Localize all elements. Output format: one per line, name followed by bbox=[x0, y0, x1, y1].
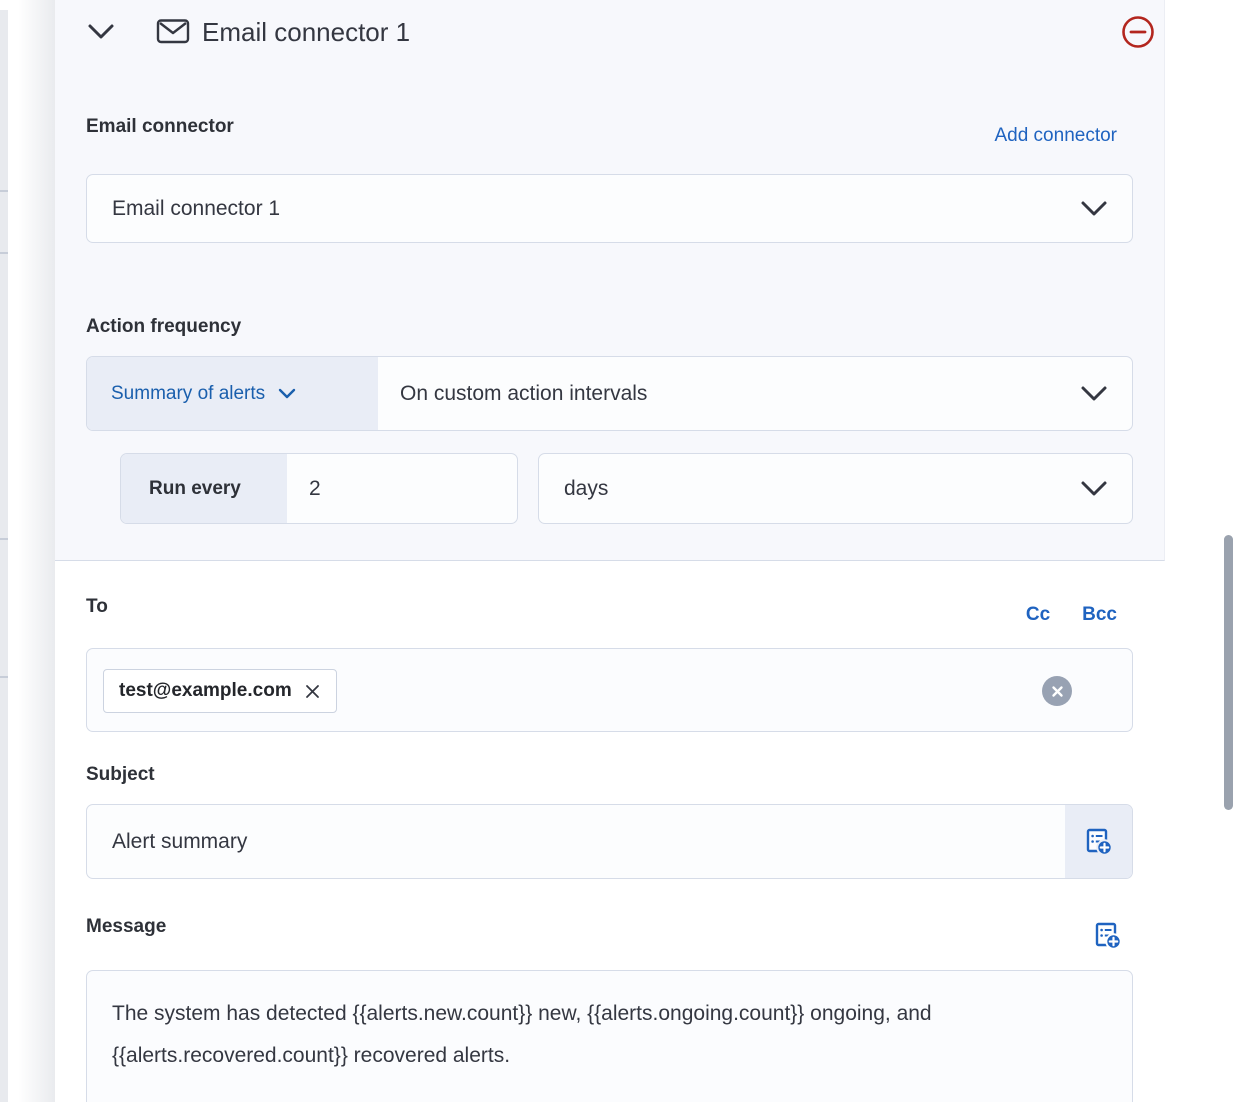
envelope-icon bbox=[156, 16, 190, 46]
connector-select-value: Email connector 1 bbox=[112, 196, 281, 220]
interval-unit-value: days bbox=[564, 476, 609, 500]
notify-when-value: Summary of alerts bbox=[111, 382, 266, 404]
email-connector-label: Email connector bbox=[86, 116, 234, 137]
collapse-action-button[interactable] bbox=[86, 16, 116, 46]
to-label: To bbox=[86, 596, 108, 617]
interval-unit-select[interactable] bbox=[538, 453, 1133, 524]
notify-when-select[interactable] bbox=[87, 357, 378, 430]
background-divider bbox=[0, 538, 8, 540]
clear-recipients-button[interactable] bbox=[1042, 676, 1072, 706]
add-variable-icon bbox=[1084, 827, 1114, 857]
add-variable-button[interactable] bbox=[1065, 805, 1132, 878]
run-every-label: Run every bbox=[121, 454, 287, 523]
background-divider bbox=[0, 252, 8, 254]
add-variable-icon bbox=[1093, 921, 1123, 951]
remove-action-button[interactable] bbox=[1121, 15, 1155, 49]
recipient-pill bbox=[103, 669, 337, 713]
action-frequency-label: Action frequency bbox=[86, 316, 242, 337]
connector-select[interactable] bbox=[86, 174, 1133, 243]
add-variable-button[interactable] bbox=[1093, 921, 1123, 951]
background-divider bbox=[0, 190, 8, 192]
chevron-down-icon bbox=[87, 23, 115, 40]
action-title: Email connector 1 bbox=[202, 17, 411, 47]
scrollbar-thumb[interactable] bbox=[1224, 535, 1233, 810]
close-icon bbox=[304, 683, 321, 700]
minus-in-circle-icon bbox=[1121, 15, 1155, 49]
chevron-down-icon bbox=[278, 388, 296, 399]
interval-type-value: On custom action intervals bbox=[400, 381, 648, 405]
panel-edge-shadow bbox=[18, 0, 55, 1102]
message-textarea[interactable] bbox=[86, 970, 1133, 1102]
to-combobox[interactable] bbox=[86, 648, 1133, 732]
recipient-email: test@example.com bbox=[119, 680, 292, 701]
cc-bcc-links bbox=[1026, 604, 1117, 626]
subject-input[interactable] bbox=[87, 805, 1065, 878]
run-every-group bbox=[120, 453, 518, 524]
chevron-down-icon bbox=[1080, 200, 1108, 217]
bcc-link[interactable]: Bcc bbox=[1082, 604, 1117, 625]
background-panel-edge bbox=[0, 10, 8, 1102]
remove-recipient-button[interactable] bbox=[302, 681, 323, 702]
subject-field bbox=[86, 804, 1133, 879]
action-frequency-select[interactable] bbox=[86, 356, 1133, 431]
subject-label: Subject bbox=[86, 764, 155, 785]
cc-link[interactable]: Cc bbox=[1025, 604, 1051, 625]
close-icon bbox=[1051, 685, 1064, 698]
run-every-input[interactable] bbox=[287, 454, 517, 523]
message-label: Message bbox=[86, 916, 167, 937]
add-connector-link[interactable]: Add connector bbox=[994, 125, 1117, 146]
chevron-down-icon bbox=[1080, 480, 1108, 497]
background-divider bbox=[0, 676, 8, 678]
chevron-down-icon bbox=[1080, 385, 1108, 402]
